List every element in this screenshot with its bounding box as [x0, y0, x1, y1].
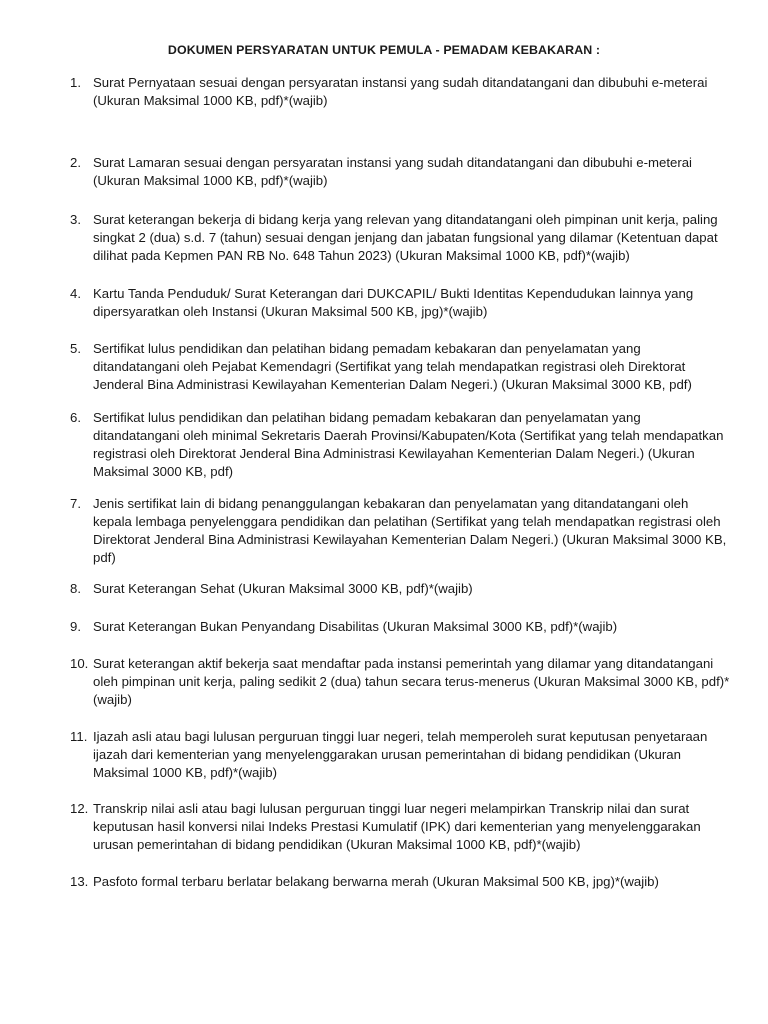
item-number: 2.	[70, 155, 81, 170]
item-number: 4.	[70, 286, 81, 301]
list-item	[70, 74, 730, 110]
item-number: 10.	[70, 656, 89, 671]
item-text: Surat Keterangan Sehat (Ukuran Maksimal 3000 KB, pdf)*(wajib)	[93, 581, 473, 596]
item-number: 7.	[70, 496, 81, 511]
list-item	[70, 728, 730, 782]
item-text: Ijazah asli atau bagi lulusan perguruan tinggi luar negeri, telah memperoleh surat keputusan penyetaraan ijazah dari kementerian yang menyelenggarakan urusan pemerintahan di bidang pendidikan (Ukuran Maksimal 1000 KB, pdf)*(wajib)	[93, 729, 708, 780]
item-text: Surat keterangan bekerja di bidang kerja yang relevan yang ditandatangani oleh pimpinan unit kerja, paling singkat 2 (dua) s.d. 7 (tahun) sesuai dengan jenjang dan jabatan fungsional yang dilamar (Ketentuan dapat dilihat pada Kepmen PAN RB No. 648 Tahun 2023) (Ukuran Maksimal 1000 KB, pdf)*(wajib)	[93, 212, 718, 263]
list-item	[70, 800, 730, 854]
list-item	[70, 873, 730, 891]
list-item	[70, 580, 730, 598]
list-item	[70, 340, 730, 394]
item-text: Surat Keterangan Bukan Penyandang Disabilitas (Ukuran Maksimal 3000 KB, pdf)*(wajib)	[93, 619, 618, 634]
list-item	[70, 495, 730, 567]
list-item	[70, 154, 730, 190]
item-number: 1.	[70, 75, 81, 90]
list-item	[70, 409, 730, 481]
item-number: 5.	[70, 341, 81, 356]
item-text: Surat keterangan aktif bekerja saat mendaftar pada instansi pemerintah yang dilamar yang ditandatangani oleh pimpinan unit kerja, paling sedikit 2 (dua) tahun secara terus-menerus (Ukuran Maksimal 3000 KB, pdf)*(wajib)	[93, 656, 730, 707]
document-title: DOKUMEN PERSYARATAN UNTUK PEMULA - PEMADAM KEBAKARAN :	[167, 43, 601, 57]
item-text: Transkrip nilai asli atau bagi lulusan perguruan tinggi luar negeri melampirkan Transkrip nilai dan surat keputusan hasil konversi nilai Indeks Prestasi Kumulatif (IPK) dari kementerian yang menyelenggarakan urusan pemerintahan di bidang pendidikan (Ukuran Maksimal 1000 KB, pdf)*(wajib)	[93, 801, 701, 852]
item-text: Kartu Tanda Penduduk/ Surat Keterangan dari DUKCAPIL/ Bukti Identitas Kependudukan lainnya yang dipersyaratkan oleh Instansi (Ukuran Maksimal 500 KB, jpg)*(wajib)	[93, 286, 694, 319]
item-text: Sertifikat lulus pendidikan dan pelatihan bidang pemadam kebakaran dan penyelamatan yang ditandatangani oleh Pejabat Kemendagri (Sertifikat yang telah mendapatkan registrasi oleh Direktorat Jenderal Bina Administrasi Kewilayahan Kementerian Dalam Negeri.) (Ukuran Maksimal 3000 KB, pdf)	[93, 341, 692, 392]
item-number: 8.	[70, 581, 81, 596]
item-number: 11.	[70, 729, 88, 744]
list-item	[70, 211, 730, 265]
item-number: 9.	[70, 619, 81, 634]
list-item	[70, 285, 730, 321]
item-text: Sertifikat lulus pendidikan dan pelatihan bidang pemadam kebakaran dan penyelamatan yang ditandatangani oleh minimal Sekretaris Daerah Provinsi/Kabupaten/Kota (Sertifikat yang telah mendapatkan registrasi oleh Direktorat Jenderal Bina Administrasi Kewilayahan Kementerian Dalam Negeri.) (Ukuran Maksimal 3000 KB, pdf)	[93, 410, 724, 479]
item-number: 13.	[70, 874, 89, 889]
item-number: 6.	[70, 410, 81, 425]
list-item	[70, 618, 730, 636]
item-number: 12.	[70, 801, 89, 816]
list-item	[70, 655, 730, 709]
item-number: 3.	[70, 212, 81, 227]
item-text: Surat Lamaran sesuai dengan persyaratan instansi yang sudah ditandatangani dan dibubuhi e-meterai (Ukuran Maksimal 1000 KB, pdf)*(wajib)	[93, 155, 692, 188]
item-text: Surat Pernyataan sesuai dengan persyaratan instansi yang sudah ditandatangani dan dibubuhi e-meterai (Ukuran Maksimal 1000 KB, pdf)*(wajib)	[93, 75, 708, 108]
item-text: Jenis sertifikat lain di bidang penanggulangan kebakaran dan penyelamatan yang ditandatangani oleh kepala lembaga penyelenggara pendidikan dan pelatihan (Sertifikat yang telah mendapatkan registrasi oleh Direktorat Jenderal Bina Administrasi Kewilayahan Kementerian Dalam Negeri.) (Ukuran Maksimal 3000 KB, pdf)	[93, 496, 727, 565]
item-text: Pasfoto formal terbaru berlatar belakang berwarna merah (Ukuran Maksimal 500 KB, jpg)*(wajib)	[93, 874, 659, 889]
